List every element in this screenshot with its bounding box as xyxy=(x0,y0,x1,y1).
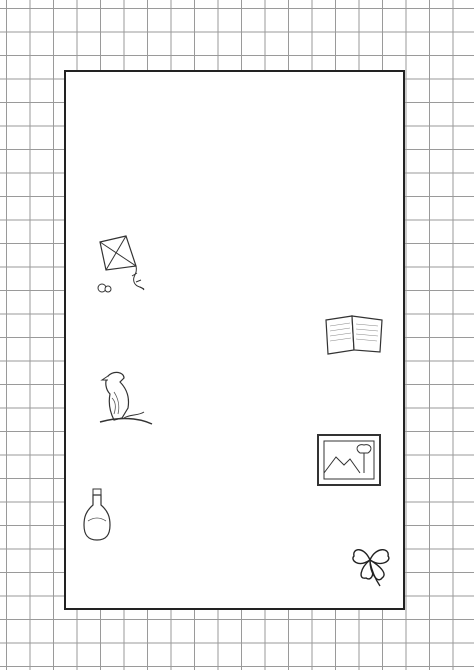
picture-frame-icon xyxy=(316,433,382,487)
bottle-icon xyxy=(80,487,114,543)
four-leaf-clover-icon xyxy=(346,538,396,588)
kite-icon xyxy=(92,232,158,294)
notebook-icon xyxy=(322,312,386,356)
eagle-icon xyxy=(94,368,156,430)
